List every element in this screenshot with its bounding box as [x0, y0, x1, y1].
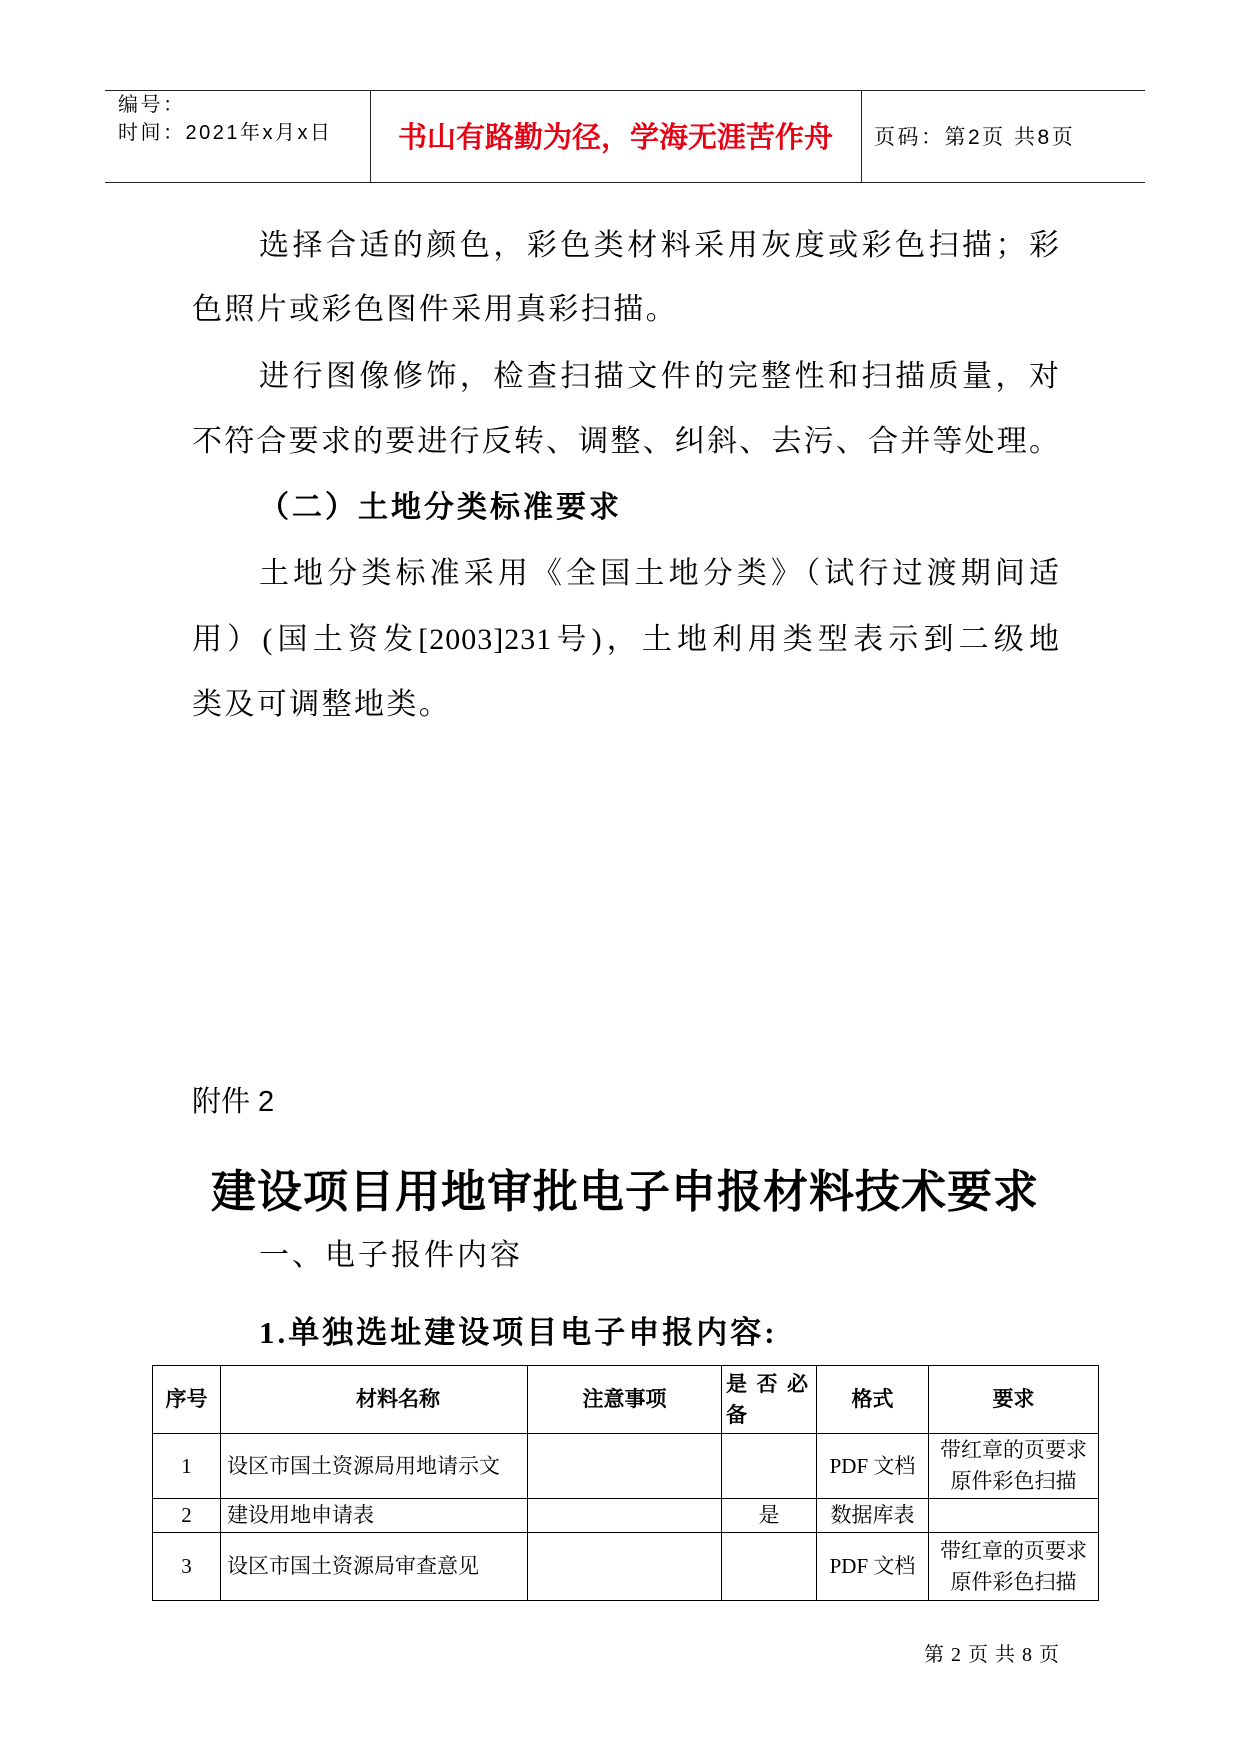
table-row [153, 1533, 1099, 1601]
header-number-label: 编号： [118, 94, 186, 116]
cell-notes [528, 1533, 722, 1601]
attachment-title: 建设项目用地审批电子申报材料技术要求 [210, 1167, 1039, 1217]
cell-format: PDF 文档 [817, 1533, 929, 1601]
paragraph-line: 类及可调整地类。 [192, 688, 452, 721]
paragraph-line: 土地分类标准采用《全国土地分类》（试行过渡期间适 [259, 557, 1060, 590]
cell-requirement: 带红章的页要求原件彩色扫描 [929, 1434, 1099, 1499]
column-header-required [722, 1366, 817, 1434]
cell-required [722, 1533, 817, 1601]
cell-format: 数据库表 [817, 1499, 929, 1533]
header-top-rule [105, 90, 1145, 91]
page-footer: 第 2 页 共 8 页 [924, 1644, 1060, 1666]
section-heading: 一、电子报件内容 [259, 1239, 523, 1272]
cell-name: 建设用地申请表 [221, 1499, 528, 1533]
column-header-required-label: 是否必备 [726, 1372, 812, 1427]
cell-notes [528, 1499, 722, 1533]
cell-index: 2 [153, 1499, 221, 1533]
paragraph-line: 色照片或彩色图件采用真彩扫描。 [192, 293, 678, 326]
header-motto: 书山有路勤为径，学海无涯苦作舟 [397, 122, 833, 154]
column-header-requirement: 要求 [929, 1366, 1099, 1434]
cell-index: 3 [153, 1533, 221, 1601]
column-header-index: 序号 [153, 1366, 221, 1434]
table-header-row [153, 1366, 1099, 1434]
cell-required: 是 [722, 1499, 817, 1533]
cell-requirement [929, 1499, 1099, 1533]
table-row [153, 1434, 1099, 1499]
column-header-format: 格式 [817, 1366, 929, 1434]
cell-notes [528, 1434, 722, 1499]
cell-requirement: 带红章的页要求原件彩色扫描 [929, 1533, 1099, 1601]
header-bottom-rule [105, 182, 1145, 183]
header-page-code: 页码：第2页 共8页 [874, 126, 1076, 149]
paragraph-line: 不符合要求的要进行反转、调整、纠斜、去污、合并等处理。 [192, 425, 1060, 458]
header-time-label: 时间：2021年x月x日 [118, 122, 333, 144]
attachment-label: 附件 2 [192, 1086, 275, 1118]
paragraph-line: 选择合适的颜色，彩色类材料采用灰度或彩色扫描；彩 [259, 229, 1060, 262]
section-subheading: （二）土地分类标准要求 [259, 491, 622, 524]
column-header-name: 材料名称 [221, 1366, 528, 1434]
cell-index: 1 [153, 1434, 221, 1499]
cell-name: 设区市国土资源局用地请示文 [221, 1434, 528, 1499]
column-header-notes: 注意事项 [528, 1366, 722, 1434]
cell-name: 设区市国土资源局审查意见 [221, 1533, 528, 1601]
materials-table [152, 1365, 1099, 1601]
paragraph-line: 进行图像修饰，检查扫描文件的完整性和扫描质量，对 [259, 360, 1060, 393]
table-row [153, 1499, 1099, 1533]
cell-format: PDF 文档 [817, 1434, 929, 1499]
subsection-heading: 1.单独选址建设项目电子申报内容: [259, 1315, 778, 1350]
paragraph-line: 用）(国土资发[2003]231号)，土地利用类型表示到二级地 [192, 623, 1060, 656]
cell-required [722, 1434, 817, 1499]
header-divider-right [861, 90, 862, 183]
